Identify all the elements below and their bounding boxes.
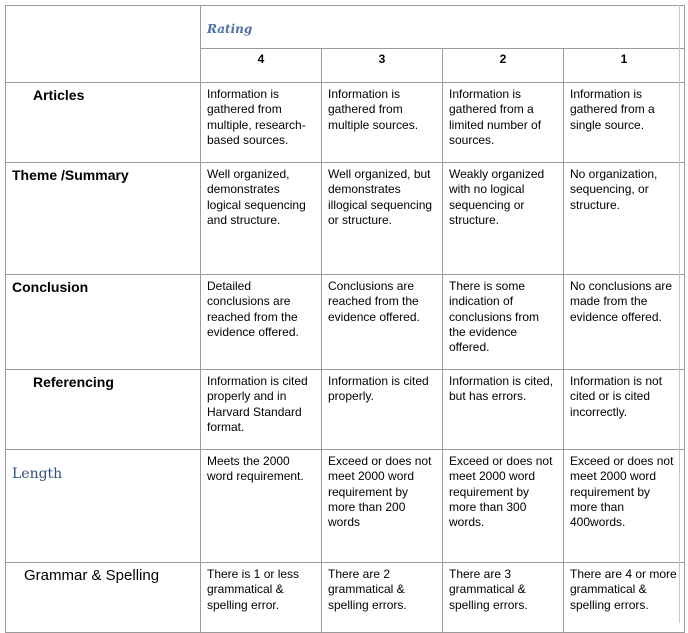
criterion-label-referencing: Referencing bbox=[33, 374, 114, 390]
rubric-table bbox=[5, 5, 685, 633]
criterion-row-conclusion bbox=[6, 275, 685, 370]
descriptor-cell: There are 2 grammatical & spelling errors. bbox=[328, 567, 407, 612]
descriptor-cell: Well organized, but demonstrates illogical sequencing or structure. bbox=[328, 167, 433, 227]
descriptor-cell: Conclusions are reached from the evidence offered. bbox=[328, 279, 420, 324]
descriptor-cell: Exceed or does not meet 2000 word requirement by more than 200 words bbox=[328, 454, 432, 530]
criterion-label-articles: Articles bbox=[33, 87, 85, 103]
descriptor-cell: Information is gathered from a limited number of sources. bbox=[449, 87, 542, 147]
criterion-label-theme-summary: Theme /Summary bbox=[12, 167, 129, 183]
descriptor-cell: Information is cited properly. bbox=[328, 374, 429, 404]
criterion-label-conclusion: Conclusion bbox=[12, 279, 89, 295]
descriptor-cell: Exceed or does not meet 2000 word requirement by more than 300 words. bbox=[449, 454, 553, 530]
criterion-label-length: Length bbox=[12, 466, 63, 482]
criterion-row-referencing bbox=[6, 370, 685, 450]
descriptor-cell: Information is gathered from multiple, research-based sources. bbox=[207, 87, 306, 147]
descriptor-cell: Information is cited, but has errors. bbox=[449, 374, 554, 404]
descriptor-cell: There are 4 or more grammatical & spelling errors. bbox=[570, 567, 677, 612]
descriptor-cell: Well organized, demonstrates logical sequencing and structure. bbox=[207, 167, 306, 227]
descriptor-cell: Exceed or does not meet 2000 word requirement by more than 400words. bbox=[570, 454, 674, 530]
criterion-label-grammar-spelling: Grammar & Spelling bbox=[24, 567, 160, 584]
corner-cell bbox=[6, 6, 201, 83]
descriptor-cell: Information is not cited or is cited incorrectly. bbox=[570, 374, 663, 419]
descriptor-cell: Detailed conclusions are reached from the evidence offered. bbox=[207, 279, 299, 339]
descriptor-cell: There are 3 grammatical & spelling errors. bbox=[449, 567, 528, 612]
descriptor-cell: Information is cited properly and in Harvard Standard format. bbox=[207, 374, 308, 434]
criterion-row-articles bbox=[6, 83, 685, 163]
criterion-row-theme-summary bbox=[6, 163, 685, 275]
descriptor-cell: There is some indication of conclusions from the evidence offered. bbox=[449, 279, 540, 355]
score-2-header: 2 bbox=[443, 49, 564, 83]
rating-header-cell bbox=[201, 6, 322, 49]
descriptor-cell: Information is gathered from multiple sources. bbox=[328, 87, 419, 132]
page-edge-line bbox=[679, 5, 680, 623]
rating-label: Rating bbox=[207, 22, 253, 36]
score-3-header: 3 bbox=[322, 49, 443, 83]
descriptor-cell: Meets the 2000 word requirement. bbox=[207, 454, 304, 484]
rating-header-row bbox=[6, 6, 685, 49]
descriptor-cell: No organization, sequencing, or structure. bbox=[570, 167, 658, 212]
descriptor-cell: No conclusions are made from the evidence offered. bbox=[570, 279, 673, 324]
criterion-row-grammar-spelling bbox=[6, 563, 685, 633]
score-1-header: 1 bbox=[564, 49, 685, 83]
descriptor-cell: Information is gathered from a single source. bbox=[570, 87, 655, 132]
criterion-row-length bbox=[6, 450, 685, 563]
descriptor-cell: There is 1 or less grammatical & spelling error. bbox=[207, 567, 300, 612]
descriptor-cell: Weakly organized with no logical sequencing or structure. bbox=[449, 167, 545, 227]
score-4-header: 4 bbox=[201, 49, 322, 83]
